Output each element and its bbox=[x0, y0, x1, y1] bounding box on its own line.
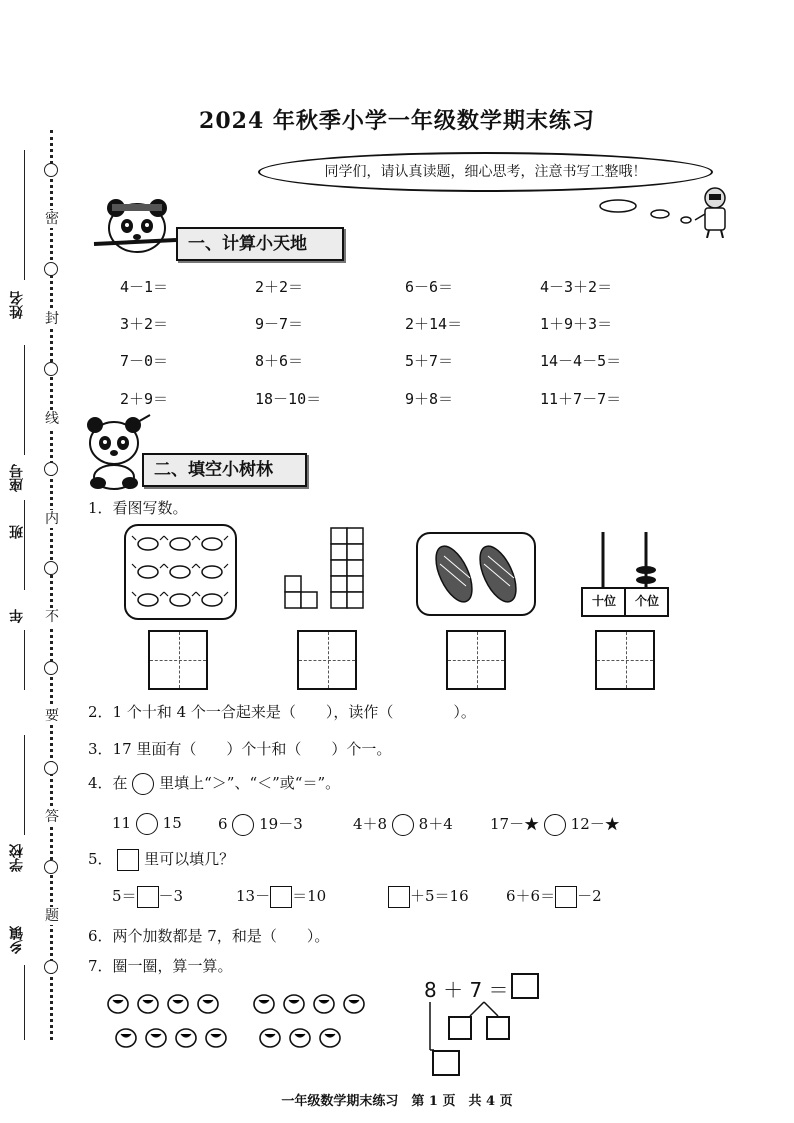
compare-item bbox=[112, 813, 182, 835]
binding-char: 线 bbox=[45, 411, 59, 427]
compare-right: 12－★ bbox=[570, 815, 620, 833]
answer-grid-box[interactable] bbox=[297, 630, 357, 690]
school-line[interactable] bbox=[24, 735, 25, 835]
compare-left: 6 bbox=[218, 815, 228, 833]
answer-grid-box[interactable] bbox=[148, 630, 208, 690]
question-3: 3．17 里面有（ ）个十和（ ）个一。 bbox=[88, 740, 392, 758]
robot-mascot-icon bbox=[693, 186, 733, 238]
calc-item: 4－1＝ bbox=[120, 278, 169, 296]
grade-line[interactable] bbox=[24, 630, 25, 690]
fill-before: 5＝ bbox=[112, 887, 137, 905]
binding-char: 封 bbox=[45, 311, 59, 327]
question-1: 1．看图写数。 bbox=[88, 499, 188, 517]
seat-line[interactable] bbox=[24, 345, 25, 455]
binding-circle bbox=[44, 960, 58, 974]
answer-grid-box[interactable] bbox=[446, 630, 506, 690]
fill-item bbox=[388, 885, 469, 908]
binding-circle bbox=[44, 661, 58, 675]
q7-sum-box[interactable] bbox=[511, 973, 539, 999]
calc-item: 11＋7－7＝ bbox=[540, 390, 622, 408]
binding-char: 题 bbox=[45, 908, 59, 924]
reminder-cloud: 同学们，请认真读题，细心思考，注意书写工整哦！ bbox=[258, 152, 713, 192]
calc-item: 2＋2＝ bbox=[255, 278, 304, 296]
calc-item: 2＋9＝ bbox=[120, 390, 169, 408]
calc-item: 2＋14＝ bbox=[405, 315, 463, 333]
compare-circle-input[interactable] bbox=[392, 814, 414, 836]
seat-label: 座号 bbox=[9, 464, 25, 492]
q7-equals: ＝ bbox=[488, 978, 509, 1002]
fill-item bbox=[506, 885, 602, 908]
cube-blocks-icon bbox=[283, 524, 367, 616]
binding-char: 内 bbox=[45, 511, 59, 527]
calc-item: 8＋6＝ bbox=[255, 352, 304, 370]
name-line[interactable] bbox=[24, 150, 25, 280]
crab-icon-grid bbox=[126, 526, 235, 618]
binding-circle bbox=[44, 561, 58, 575]
binding-circle bbox=[44, 860, 58, 874]
grade-label: 年 bbox=[9, 609, 25, 623]
q4-prefix: 4．在 bbox=[88, 774, 128, 792]
binding-char: 不 bbox=[45, 609, 59, 625]
q7-plus: ＋ bbox=[443, 978, 464, 1002]
page-title: 2024 年秋季小学一年级数学期末练习 bbox=[199, 108, 595, 134]
town-label: 乡镇 bbox=[9, 926, 25, 954]
q4-suffix: 里填上“＞”、“＜”或“＝”。 bbox=[159, 774, 341, 792]
compare-item bbox=[490, 813, 620, 836]
question-5 bbox=[88, 848, 234, 871]
corn-bundle-icon bbox=[418, 534, 534, 614]
abacus-tens-label: 十位 bbox=[591, 594, 616, 608]
cabbage-group-icon bbox=[104, 990, 374, 1054]
calc-item: 7－0＝ bbox=[120, 352, 169, 370]
compare-left: 11 bbox=[112, 814, 132, 832]
binding-circle bbox=[44, 761, 58, 775]
binding-circle bbox=[44, 163, 58, 177]
calc-item: 4－3＋2＝ bbox=[540, 278, 613, 296]
compare-right: 8＋4 bbox=[418, 815, 453, 833]
q7-split-box-right[interactable] bbox=[486, 1016, 510, 1040]
fill-after: －3 bbox=[158, 887, 184, 905]
calc-item: 18－10＝ bbox=[255, 390, 322, 408]
compare-left: 4＋8 bbox=[353, 815, 388, 833]
fill-before: 13－ bbox=[236, 887, 271, 905]
panda-mascot-icon bbox=[92, 192, 177, 262]
compare-left: 17－★ bbox=[490, 815, 540, 833]
answer-square-input[interactable] bbox=[270, 886, 292, 908]
cloud-tail-icon bbox=[598, 198, 698, 228]
q7-result-box[interactable] bbox=[432, 1050, 460, 1076]
fill-after: ＋5＝16 bbox=[410, 887, 469, 905]
fill-before: 6＋6＝ bbox=[506, 887, 556, 905]
binding-circle bbox=[44, 362, 58, 376]
name-label: 姓名 bbox=[9, 291, 25, 319]
q5-suffix: 里可以填几？ bbox=[144, 850, 235, 868]
calc-item: 6－6＝ bbox=[405, 278, 454, 296]
abacus-ones-label: 个位 bbox=[634, 594, 659, 608]
answer-square-icon bbox=[117, 849, 139, 871]
corn-picture-frame bbox=[416, 532, 536, 616]
school-label: 学校 bbox=[9, 844, 25, 872]
binding-circle bbox=[44, 462, 58, 476]
binding-char: 要 bbox=[45, 708, 59, 724]
page-footer: 一年级数学期末练习 第 1 页 共 4 页 bbox=[281, 1094, 513, 1109]
compare-right: 15 bbox=[162, 814, 182, 832]
q7-addend-b: 7 bbox=[469, 978, 483, 1002]
q7-split-box-left[interactable] bbox=[448, 1016, 472, 1040]
compare-circle-input[interactable] bbox=[544, 814, 566, 836]
answer-grid-box[interactable] bbox=[595, 630, 655, 690]
calc-item: 3＋2＝ bbox=[120, 315, 169, 333]
calc-item: 9＋8＝ bbox=[405, 390, 454, 408]
question-7: 7．圈一圈，算一算。 bbox=[88, 957, 233, 975]
fill-after: ＝10 bbox=[292, 887, 327, 905]
question-2: 2．1 个十和 4 个一合起来是（ ），读作（ ）。 bbox=[88, 703, 476, 721]
fill-item bbox=[112, 885, 183, 908]
compare-right: 19－3 bbox=[259, 815, 303, 833]
q7-addend-a: 8 bbox=[424, 978, 437, 1002]
binding-circle bbox=[44, 262, 58, 276]
question-4 bbox=[88, 772, 340, 795]
crab-picture-frame bbox=[124, 524, 237, 620]
calc-item: 5＋7＝ bbox=[405, 352, 454, 370]
compare-circle-input[interactable] bbox=[136, 813, 158, 835]
section2-heading: 二、填空小树林 bbox=[142, 453, 307, 487]
fill-item bbox=[236, 885, 326, 908]
question-6: 6．两个加数都是 7，和是（ ）。 bbox=[88, 927, 330, 945]
section1-heading: 一、计算小天地 bbox=[176, 227, 344, 261]
binding-char: 答 bbox=[45, 809, 59, 825]
q5-prefix: 5． bbox=[88, 850, 113, 868]
calc-item: 9－7＝ bbox=[255, 315, 304, 333]
compare-item bbox=[218, 813, 303, 836]
answer-square-input[interactable] bbox=[388, 886, 410, 908]
town-line[interactable] bbox=[24, 965, 25, 1040]
compare-circle-icon bbox=[132, 773, 154, 795]
compare-item bbox=[353, 813, 453, 836]
compare-circle-input[interactable] bbox=[232, 814, 254, 836]
answer-square-input[interactable] bbox=[137, 886, 159, 908]
calc-item: 14－4－5＝ bbox=[540, 352, 622, 370]
class-label: 班 bbox=[9, 525, 25, 539]
class-line[interactable] bbox=[24, 500, 25, 590]
binding-char: 密 bbox=[45, 211, 59, 227]
fill-after: －2 bbox=[577, 887, 602, 905]
answer-square-input[interactable] bbox=[555, 886, 577, 908]
calc-item: 1＋9＋3＝ bbox=[540, 315, 613, 333]
